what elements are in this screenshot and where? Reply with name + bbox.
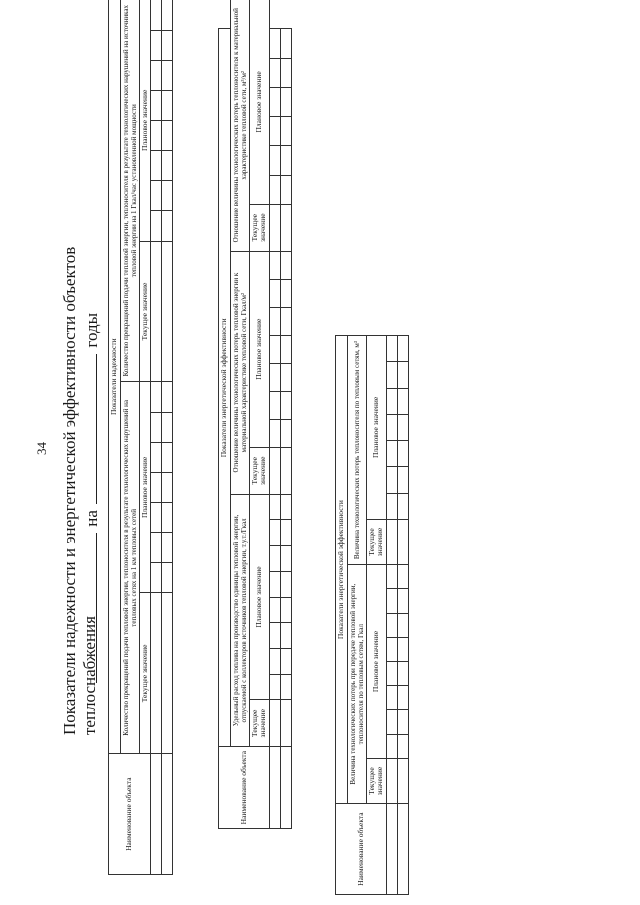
header-planned: Плановое значение	[249, 0, 269, 204]
header-current: Текущее значение	[366, 519, 386, 564]
header-current: Текущее значение	[249, 447, 269, 494]
header-object-name: Наименование объекта	[336, 804, 387, 895]
blank-line	[96, 354, 97, 504]
header-current: Текущее значение	[249, 700, 269, 747]
header-planned: Плановое значение	[249, 494, 269, 700]
table-row	[386, 336, 397, 895]
header-planned: Плановое значение	[139, 382, 151, 593]
table-row	[397, 336, 408, 895]
header-col-b: Величина технологических потерь теплоносителя по тепловым сетям, м³	[347, 336, 366, 565]
header-current: Текущее значение	[249, 204, 269, 251]
table-row	[151, 0, 162, 875]
header-group: Показатели надежности	[109, 0, 121, 754]
efficiency-table-2	[335, 335, 409, 895]
reliability-table	[108, 0, 173, 875]
header-planned: Плановое значение	[366, 336, 386, 520]
header-current: Текущее значение	[139, 241, 151, 382]
header-group: Показатели энергетической эффективности	[219, 29, 231, 747]
table-row	[280, 0, 291, 829]
header-planned: Плановое значение	[249, 251, 269, 447]
efficiency-table-1	[218, 0, 292, 829]
table-row	[162, 0, 173, 875]
page-subtitle	[82, 313, 102, 685]
subtitle-prefix: на	[82, 510, 101, 527]
header-col-b: Отношение величины технологических потерь тепловой энергии к материальной характеристике тепловой сети, Гкал/м²	[230, 251, 249, 494]
header-group: Показатели энергетической эффективности	[336, 336, 348, 804]
page-number: 34	[34, 442, 49, 455]
header-col-c: Отношение величины технологических потерь теплоносителя к материальной характеристике тепловой сети, м³/м²	[230, 0, 249, 251]
header-current: Текущее значение	[366, 758, 386, 803]
page-title: Показатели надежности и энергетической эффективности объектов теплоснабжения	[60, 246, 99, 735]
header-col-a: Величина технологических потерь при передаче тепловой энергии, теплоносителя по тепловым сетям, Гкал	[347, 565, 366, 804]
header-planned: Плановое значение	[366, 565, 386, 759]
table-row	[269, 0, 280, 829]
header-col-b: Количество прекращений подачи тепловой энергии, теплоносителя в результате технологических нарушений на источниках тепловой энергии на 1 Гкал/час установленной мощности	[120, 0, 139, 382]
header-planned: Плановое значение	[139, 0, 151, 241]
header-col-a: Количество прекращений подачи тепловой энергии, теплоносителя в результате технологических нарушений на тепловых сетях на 1 км тепловых сетей	[120, 382, 139, 754]
header-current: Текущее значение	[139, 593, 151, 754]
header-object-name: Наименование объекта	[109, 754, 151, 875]
header-col-a: Удельный расход топлива на производство единицы тепловой энергии, отпускаемой с коллекторов источников тепловой энергии, т.у.т./Гкал	[230, 494, 249, 747]
subtitle-suffix: годы	[82, 312, 101, 348]
blank-line	[96, 533, 97, 683]
header-object-name: Наименование объекта	[219, 747, 270, 829]
